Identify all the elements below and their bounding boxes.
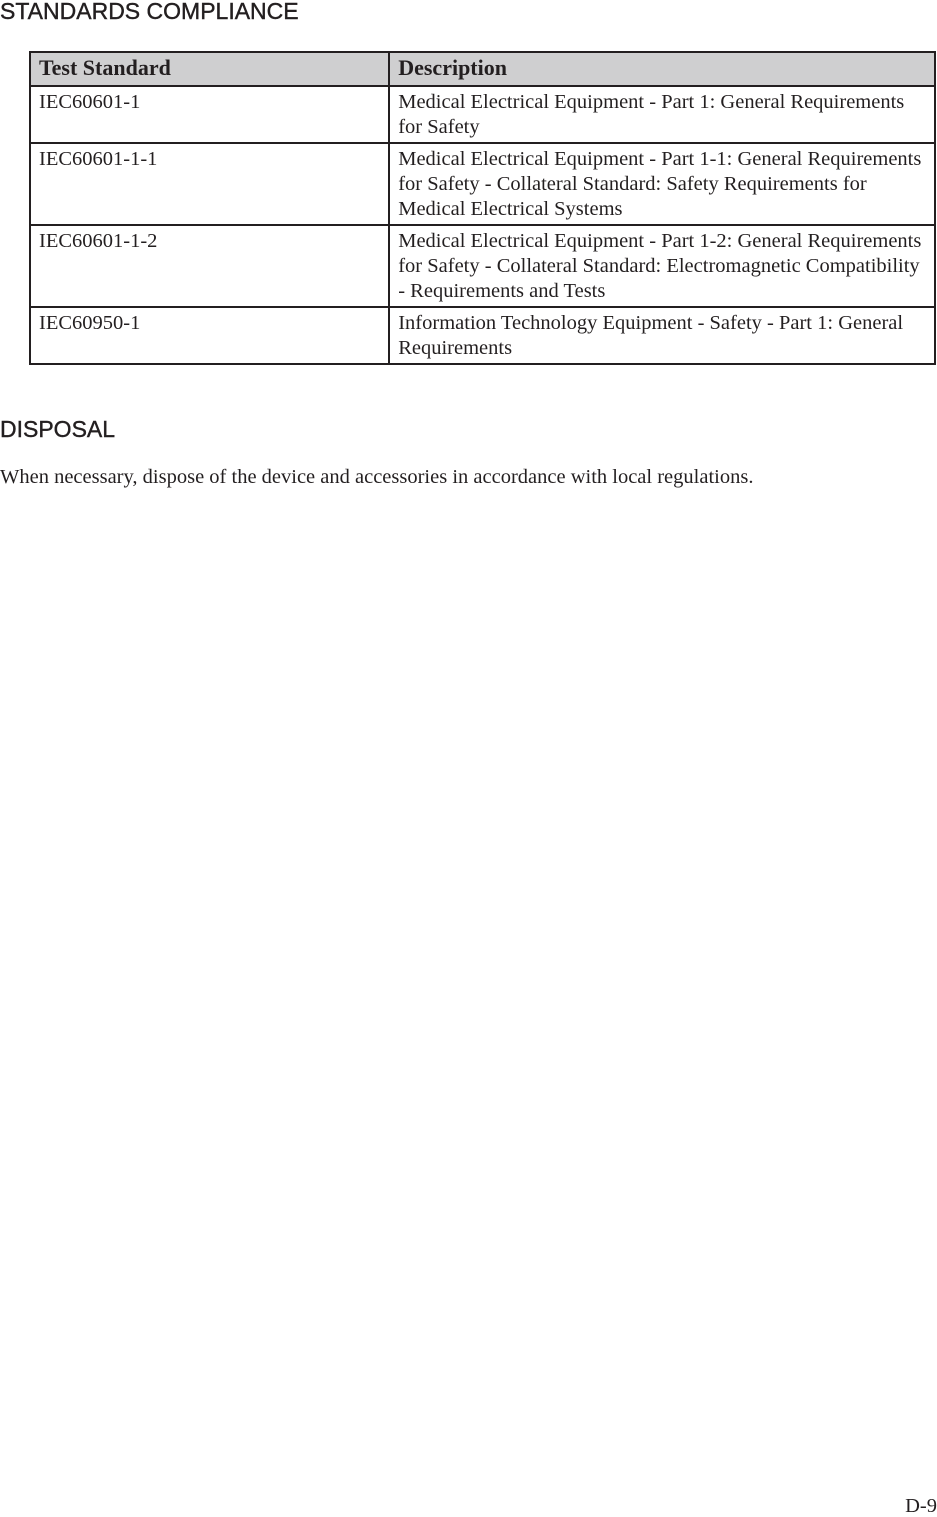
table-row (30, 307, 935, 364)
description-cell: Medical Electrical Equipment - Part 1-1: General Requirements for Safety - Collateral Standard: Safety Requirements for Medical Electrical Systems (389, 143, 935, 225)
standard-cell: IEC60950-1 (30, 307, 389, 364)
column-header-description: Description (389, 52, 935, 86)
standard-cell: IEC60601-1-1 (30, 143, 389, 225)
table-row (30, 143, 935, 225)
description-cell: Medical Electrical Equipment - Part 1-2: General Requirements for Safety - Collateral Standard: Electromagnetic Compatibility - Requirements and Tests (389, 225, 935, 307)
table-header-row (30, 52, 935, 86)
disposal-heading: DISPOSAL (0, 416, 116, 442)
description-cell: Medical Electrical Equipment - Part 1: General Requirements for Safety (389, 86, 935, 143)
table-row (30, 225, 935, 307)
standard-cell: IEC60601-1-2 (30, 225, 389, 307)
table-row (30, 86, 935, 143)
description-cell: Information Technology Equipment - Safety - Part 1: General Requirements (389, 307, 935, 364)
standards-table (29, 51, 936, 365)
standard-cell: IEC60601-1 (30, 86, 389, 143)
standards-compliance-heading: STANDARDS COMPLIANCE (0, 0, 299, 24)
page-number: D-9 (905, 1495, 937, 1517)
column-header-test-standard: Test Standard (30, 52, 389, 86)
disposal-text: When necessary, dispose of the device and accessories in accordance with local regulations. (0, 466, 754, 488)
